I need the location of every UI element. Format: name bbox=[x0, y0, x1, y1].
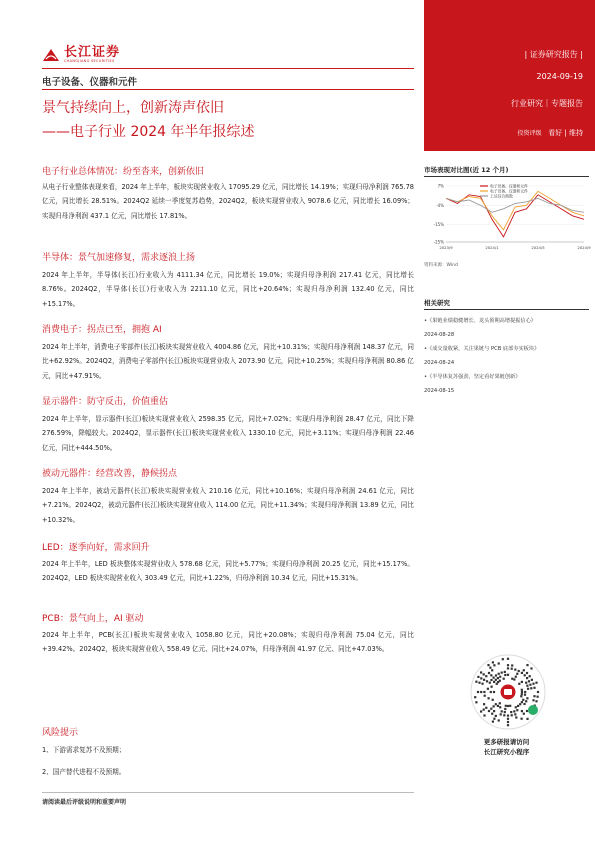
qr-module bbox=[499, 676, 501, 678]
qr-module bbox=[489, 667, 491, 669]
qr-module bbox=[493, 681, 495, 683]
qr-module bbox=[483, 679, 485, 681]
qr-module bbox=[526, 710, 528, 712]
qr-module bbox=[526, 664, 528, 666]
section-heading: 被动元器件：经营改善，静候拐点 bbox=[42, 469, 178, 479]
qr-module bbox=[517, 705, 519, 707]
x-tick-label: 2024/9 bbox=[577, 245, 591, 250]
report-type: 行业研究｜专题报告 bbox=[511, 99, 583, 108]
qr-module bbox=[521, 710, 523, 712]
qr-module bbox=[525, 682, 527, 684]
qr-module bbox=[495, 715, 497, 717]
rating-label: 投资评级 bbox=[517, 130, 542, 137]
qr-module bbox=[516, 709, 518, 711]
section-body: 2024 年上半年，LED 板块整体实现营业收入 578.68 亿元，同比+5.77%；实现归母净利润 20.25 亿元，同比+15.17%。2024Q2，LED 板块实现营业收入 303.49 亿元，同比+1.22%，归母净利润 10.34 亿元，同比+15.31%。 bbox=[42, 560, 414, 583]
qr-module bbox=[510, 711, 512, 713]
qr-module bbox=[489, 682, 491, 684]
qr-module bbox=[492, 699, 494, 701]
qr-module bbox=[493, 677, 495, 679]
qr-module bbox=[499, 706, 501, 708]
qr-module bbox=[524, 694, 526, 696]
qr-module bbox=[529, 675, 531, 677]
series-line bbox=[446, 195, 584, 237]
qr-module bbox=[511, 714, 513, 716]
qr-module bbox=[514, 669, 516, 671]
qr-module bbox=[529, 684, 531, 686]
chart-source: 资料来源：Wind bbox=[424, 263, 458, 268]
qr-module bbox=[490, 679, 492, 681]
qr-module bbox=[475, 701, 477, 703]
legend-label: 上证综合指数 bbox=[490, 193, 513, 199]
qr-module bbox=[533, 687, 535, 689]
y-tick-label: 7% bbox=[437, 183, 444, 189]
report-tag: | 证券研究报告 | bbox=[524, 50, 583, 59]
qr-module bbox=[485, 707, 487, 709]
qr-module bbox=[535, 700, 537, 702]
section-heading: 半导体：景气加速修复，需求逐浪上扬 bbox=[42, 253, 196, 263]
qr-module bbox=[498, 673, 500, 675]
qr-module bbox=[495, 674, 497, 676]
qr-module bbox=[507, 658, 509, 660]
industry-rule bbox=[42, 89, 414, 90]
qr-module bbox=[492, 661, 494, 663]
header-rule bbox=[42, 68, 414, 69]
qr-module bbox=[497, 705, 499, 707]
legend-label: 电子设备、仪器和元件 bbox=[490, 183, 528, 189]
y-tick-label: -15% bbox=[433, 222, 444, 227]
qr-module bbox=[525, 700, 527, 702]
rating bbox=[517, 128, 583, 138]
qr-module bbox=[498, 662, 500, 664]
qr-module bbox=[515, 716, 517, 718]
risk-item: 1、下游需求复苏不及预期； bbox=[42, 746, 126, 754]
related-heading: 相关研究 bbox=[424, 299, 450, 307]
related-item-title[interactable]: •《果链业绩稳健增长、龙头预期高增提振信心》 bbox=[424, 318, 536, 324]
section-body: 2024 年上半年，消费电子零部件(长江)板块实现营业收入 4004.86 亿元，同比+10.31%；实现归母净利润 148.37 亿元，同比+62.92%。2024Q2，消费电子零部件(长江)板块实现营业收入 2073.90 亿元，同比+10.25%；实现归母净利润 80.86 亿元，同比+47.91%。 bbox=[42, 343, 414, 380]
qr-module bbox=[487, 664, 489, 666]
qr-module bbox=[504, 708, 506, 710]
qr-module bbox=[493, 710, 495, 712]
qr-module bbox=[477, 691, 479, 693]
qr-module bbox=[515, 676, 517, 678]
qr-module bbox=[483, 673, 485, 675]
section-body: 2024 年上半年，PCB(长江)板块实现营业收入 1058.80 亿元，同比+20.08%；实现归母净利润 75.04 亿元，同比+39.42%。2024Q2，板块实现营业收入 558.49 亿元、同比+24.07%，归母净利润 41.97 亿元、同比+47.03%。 bbox=[42, 631, 414, 654]
qr-module bbox=[507, 667, 509, 669]
qr-module bbox=[478, 682, 480, 684]
qr-module bbox=[521, 691, 523, 693]
qr-module bbox=[495, 679, 497, 681]
qr-module bbox=[501, 672, 503, 674]
footer-disclaimer: 请阅读最后评级说明和重要声明 bbox=[42, 799, 127, 806]
qr-module bbox=[488, 697, 490, 699]
title-line2: ——电子行业 2024 年半年报综述 bbox=[42, 124, 255, 140]
legend-label: 电子设备、仪器和元件 bbox=[490, 188, 528, 194]
qr-module bbox=[505, 705, 507, 707]
qr-module bbox=[502, 658, 504, 660]
qr-module bbox=[485, 675, 487, 677]
qr-module bbox=[526, 672, 528, 674]
qr-module bbox=[515, 706, 517, 708]
qr-module bbox=[483, 691, 485, 693]
section-heading: 消费电子：拐点已至，拥抱 AI bbox=[42, 325, 162, 335]
qr-module bbox=[493, 691, 495, 693]
qr-module bbox=[526, 677, 528, 679]
company-logo bbox=[42, 46, 120, 63]
qr-module bbox=[503, 678, 505, 680]
qr-module bbox=[499, 680, 501, 682]
risk-heading: 风险提示 bbox=[42, 728, 79, 738]
qr-module bbox=[511, 678, 513, 680]
related-item-date: 2024-08-28 bbox=[424, 332, 455, 338]
qr-module bbox=[537, 691, 539, 693]
qr-module bbox=[535, 682, 537, 684]
rating-value: 看好 | 维持 bbox=[548, 129, 583, 137]
logo-icon bbox=[42, 47, 60, 63]
qr-module bbox=[518, 683, 520, 685]
qr-module bbox=[491, 686, 493, 688]
qr-module bbox=[507, 674, 509, 676]
x-tick-label: 2023/9 bbox=[439, 245, 453, 250]
qr-module bbox=[524, 674, 526, 676]
qr-module bbox=[511, 668, 513, 670]
section-body: 2024 年上半年，被动元器件(长江)板块实现营业收入 210.16 亿元，同比+10.16%；实现归母净利润 24.61 亿元，同比+7.21%。2024Q2，被动元器件(长江)板块实现营业收入 114.00 亿元，同比+11.34%；实现归母净利润 13.89 亿元，同比+10.32%。 bbox=[42, 487, 414, 524]
qr-module bbox=[528, 680, 530, 682]
report-date: 2024-09-19 bbox=[536, 72, 583, 81]
qr-module bbox=[503, 714, 505, 716]
logo-name-cn: 长江证券 bbox=[64, 45, 121, 60]
qr-module bbox=[493, 705, 495, 707]
related-item-date: 2024-08-24 bbox=[424, 360, 455, 366]
qr-module bbox=[498, 719, 500, 721]
chart-heading-rule bbox=[424, 176, 589, 177]
qr-module bbox=[480, 671, 482, 673]
qr-module bbox=[520, 695, 522, 697]
logo-name-en: CHANGJIANG SECURITIES bbox=[64, 59, 115, 63]
qr-module bbox=[509, 705, 511, 707]
risk-item: 2、国产替代进程不及预期。 bbox=[42, 768, 126, 776]
qr-caption: 更多研报请访问 长江研究小程序 bbox=[483, 738, 530, 756]
qr-module bbox=[504, 674, 506, 676]
qr-module bbox=[504, 671, 506, 673]
qr-module bbox=[501, 710, 503, 712]
title-line1: 景气持续向上，创新涛声依旧 bbox=[42, 100, 224, 116]
qr-module bbox=[533, 695, 535, 697]
qr-module bbox=[516, 673, 518, 675]
qr-module bbox=[531, 679, 533, 681]
qr-code-icon[interactable] bbox=[470, 654, 546, 730]
section-heading: 显示器件：防守反击，价值重估 bbox=[42, 397, 169, 407]
qr-module bbox=[475, 681, 477, 683]
footer-rule bbox=[42, 792, 414, 793]
related-item-title[interactable]: •《成交量收紧，关注果链与 PCB 底部夯实板块》 bbox=[424, 346, 540, 352]
qr-module bbox=[537, 696, 539, 698]
qr-module bbox=[487, 688, 489, 690]
qr-module bbox=[514, 713, 516, 715]
qr-module bbox=[495, 703, 497, 705]
qr-module bbox=[474, 696, 476, 698]
qr-module bbox=[480, 677, 482, 679]
x-tick-label: 2024/1 bbox=[485, 245, 499, 250]
section-heading: 电子行业总体情况：纷至沓来，创新依旧 bbox=[42, 167, 205, 177]
qr-module bbox=[491, 669, 493, 671]
qr-module bbox=[481, 683, 483, 685]
qr-module bbox=[507, 718, 509, 720]
qr-module bbox=[477, 676, 479, 678]
qr-module bbox=[527, 688, 529, 690]
related-item-date: 2024-08-15 bbox=[424, 388, 455, 394]
qr-module bbox=[507, 724, 509, 726]
section-heading: PCB：景气向上，AI 驱动 bbox=[42, 614, 144, 624]
market-chart bbox=[424, 180, 589, 258]
qr-module bbox=[490, 708, 492, 710]
qr-module bbox=[513, 710, 515, 712]
related-rule bbox=[424, 309, 589, 310]
qr-module bbox=[507, 715, 509, 717]
qr-module bbox=[521, 689, 523, 691]
qr-module bbox=[483, 714, 485, 716]
qr-module bbox=[490, 691, 492, 693]
qr-module bbox=[493, 664, 495, 666]
section-body: 从电子行业整体表现来看，2024 年上半年，板块实现营业收入 17095.29 亿元，同比增长 14.19%；实现归母净利润 765.78 亿元，同比增长 28.51%。2024Q2 延续一季度复苏趋势，2024Q2，板块实现营业收入 9078.6 亿元，同比增长 16.09%；实现归母净利润 437.1 亿元，同比增长 17.81%。 bbox=[42, 183, 414, 220]
qr-module bbox=[526, 685, 528, 687]
qr-module bbox=[488, 710, 490, 712]
qr-module bbox=[499, 702, 501, 704]
qr-module bbox=[507, 664, 509, 666]
qr-module bbox=[492, 721, 494, 723]
qr-module bbox=[491, 713, 493, 715]
related-item-title[interactable]: •《半导体复苏强劲，坚定看好果链创新》 bbox=[424, 374, 521, 380]
y-tick-label: -4% bbox=[436, 202, 444, 208]
qr-module bbox=[493, 718, 495, 720]
qr-module bbox=[532, 699, 534, 701]
qr-module bbox=[518, 670, 520, 672]
qr-module bbox=[521, 693, 523, 695]
qr-module bbox=[500, 713, 502, 715]
qr-module bbox=[521, 672, 523, 674]
qr-module bbox=[526, 718, 528, 720]
qr-module bbox=[524, 691, 526, 693]
qr-module bbox=[484, 695, 486, 697]
qr-module bbox=[480, 691, 482, 693]
qr-module bbox=[486, 680, 488, 682]
qr-module bbox=[497, 677, 499, 679]
section-body: 2024 年上半年，半导体(长江)行业收入为 4111.34 亿元，同比增长 19.0%；实现归母净利润 217.41 亿元，同比增长 8.76%。2024Q2，半导体(长江)行业收入为 2211.10 亿元，同比+20.64%；实现归母净利润 132.40 亿元，同比+15.17%。 bbox=[42, 271, 414, 308]
y-tick-label: -25% bbox=[433, 239, 444, 245]
qr-module bbox=[480, 710, 482, 712]
qr-module bbox=[511, 664, 513, 666]
qr-module bbox=[521, 701, 523, 703]
qr-module bbox=[483, 709, 485, 711]
qr-module bbox=[530, 667, 532, 669]
industry-label: 电子设备、仪器和元件 bbox=[42, 77, 138, 88]
x-tick-label: 2024/5 bbox=[531, 245, 545, 250]
section-heading: LED：逐季向好，需求回升 bbox=[42, 543, 150, 553]
qr-module bbox=[530, 687, 532, 689]
qr-module bbox=[522, 699, 524, 701]
qr-module bbox=[521, 718, 523, 720]
qr-module bbox=[523, 703, 525, 705]
qr-module bbox=[521, 681, 523, 683]
qr-module bbox=[523, 713, 525, 715]
qr-module bbox=[483, 703, 485, 705]
qr-module bbox=[523, 669, 525, 671]
qr-module bbox=[504, 711, 506, 713]
qr-module bbox=[519, 703, 521, 705]
market-chart-heading: 市场表现对比图(近 12 个月) bbox=[424, 166, 509, 174]
qr-module bbox=[532, 683, 534, 685]
qr-module bbox=[488, 672, 490, 674]
qr-module bbox=[507, 705, 509, 707]
qr-module bbox=[513, 678, 515, 680]
related-list bbox=[424, 314, 589, 398]
qr-module bbox=[526, 697, 528, 699]
qr-module bbox=[490, 674, 492, 676]
qr-module bbox=[507, 721, 509, 723]
section-body: 2024 年上半年，显示器件(长江)板块实现营业收入 2598.35 亿元，同比+7.02%；实现归母净利润 28.47 亿元，同比下降 276.59%，降幅较大。2024Q2，显示器件(长江)板块实现营业收入 1330.10 亿元，同比+3.11%；实现归母净利润 22.46 亿元，同比+444.50%。 bbox=[42, 415, 414, 452]
